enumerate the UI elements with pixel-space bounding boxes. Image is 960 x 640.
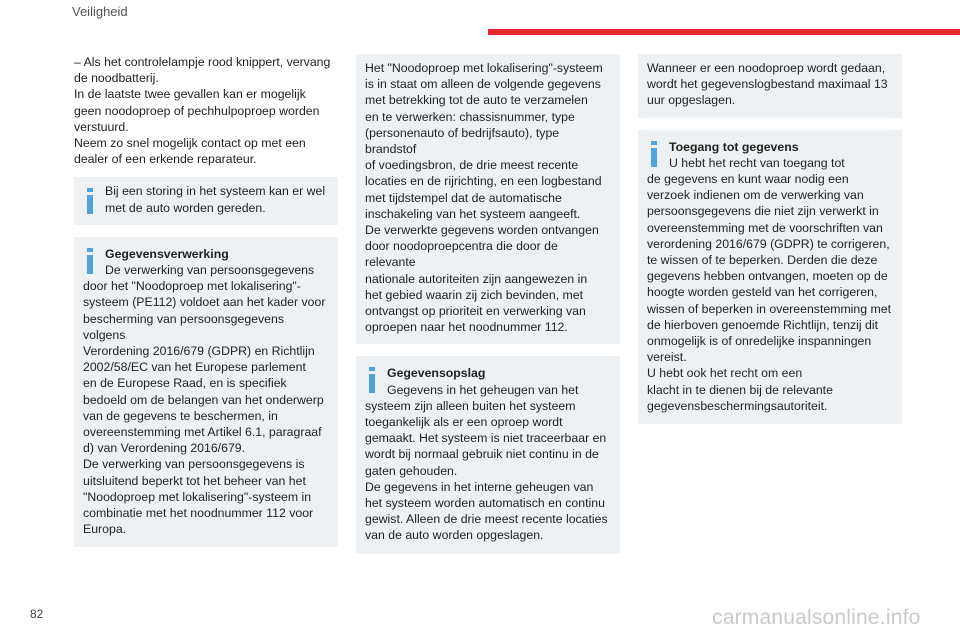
text-line: Het "Noodoproep met lokalisering"-systeem [365, 61, 603, 75]
text-line: gegevensbeschermingsautoriteit. [647, 398, 828, 413]
text-line: oproepen naar het noodnummer 112. [365, 320, 568, 335]
text-line: gegevens hebben ontvangen, moeten op de [647, 269, 888, 284]
text-line: het gebied waarin zij zich bevinden, met [365, 287, 584, 302]
text-line: de noodbatterij. [74, 71, 159, 86]
text-line: de hierboven genoemde Richtlijn, tenzij dit [647, 317, 879, 332]
text-line: door het "Noodoproep met lokalisering"- [83, 279, 301, 294]
text-line: gaten gehouden. [365, 463, 458, 478]
info-note-text [83, 183, 329, 215]
text-line: klacht in te dienen bij de relevante [647, 382, 833, 397]
header-accent-bar [488, 29, 960, 35]
text-line: vereist. [647, 350, 687, 365]
text-line: U hebt ook het recht om een [647, 366, 803, 381]
box-title: Toegang tot gegevens [669, 139, 799, 154]
info-note-box [74, 177, 338, 224]
box-title: Gegevensverwerking [105, 246, 229, 261]
watermark: carmanualsonline.info [712, 606, 921, 629]
data-storage-box [356, 356, 620, 553]
text-line: persoonsgegevens die niet zijn verwerkt in [647, 204, 879, 219]
text-line: of voedingsbron, de drie meest recente [365, 158, 579, 173]
text-line: het systeem worden automatisch en continu [365, 496, 605, 511]
box-title: Gegevensopslag [387, 366, 486, 381]
info-icon [369, 367, 375, 393]
text-line: verzoek indienen om de verwerking van [647, 188, 864, 203]
text-line: met de auto worden gereden. [105, 200, 266, 215]
data-processing-box [74, 237, 338, 548]
text-line: met tijdstempel dat de automatische [365, 190, 562, 205]
column-3 [638, 54, 902, 436]
text-line: In de laatste twee gevallen kan er mogelijk [74, 87, 306, 102]
text-line: Verordening 2016/679 (GDPR) en Richtlijn [83, 344, 315, 359]
text-line: De gegevens in het interne geheugen van [365, 479, 594, 494]
text-line: is in staat om alleen de volgende gegevens [365, 77, 601, 92]
text-line: van de auto worden opgeslagen. [365, 528, 544, 543]
text-line: nationale autoriteiten zijn aangewezen in [365, 271, 588, 286]
text-line: De verwerking van persoonsgegevens is [83, 457, 305, 472]
text-line: gemaakt. Het systeem is niet traceerbaar en [365, 431, 607, 446]
box-body [365, 60, 611, 335]
text-line: systeem zijn alleen buiten het systeem [365, 398, 576, 413]
text-line: inschakeling van het systeem aangeeft. [365, 206, 581, 221]
text-line: (personenauto of bedrijfsauto), type brandstof [365, 125, 560, 157]
text-line: de gegevens en kunt waar nodig een [647, 172, 849, 187]
box-first-line: Gegevens in het geheugen van het [387, 382, 579, 397]
text-line: te wissen of te beperken. Derden die deze [647, 253, 878, 268]
text-line: "Noodoproep met lokalisering"-systeem in [83, 489, 312, 504]
text-line: wordt het gegevenslogbestand maximaal 13 [647, 77, 888, 92]
box-body [365, 398, 611, 544]
info-icon [651, 141, 657, 167]
text-line: verstuurd. [74, 119, 129, 134]
text-line: van de gegevens te beschermen, in [83, 408, 278, 423]
box-body [83, 278, 329, 537]
info-icon [87, 248, 93, 274]
column-2 [356, 54, 620, 566]
text-line: en de Europese Raad, en is specifiek [83, 376, 287, 391]
text-line: Neem zo snel mogelijk contact op met een [74, 136, 306, 151]
text-line: locaties en de rijrichting, en een logbestand [365, 174, 602, 189]
text-line: Bij een storing in het systeem kan er wel [105, 184, 326, 199]
text-line: verordening 2016/679 (GDPR) te corrigeren, [647, 236, 890, 251]
text-line: overeenstemming met de voorschriften van [647, 220, 883, 235]
text-line: uitsluitend beperkt tot het beheer van het [83, 473, 306, 488]
info-icon [87, 188, 93, 214]
box-body [647, 171, 893, 414]
intro-paragraph [74, 54, 338, 167]
column-1 [74, 54, 338, 559]
text-line: dealer of een erkende reparateur. [74, 152, 257, 167]
text-line: Europa. [83, 522, 127, 537]
text-line: Wanneer er een noodoproep wordt gedaan, [647, 61, 886, 75]
text-line: De verwerkte gegevens worden ontvangen [365, 223, 599, 238]
text-line: combinatie met het noodnummer 112 voor [83, 506, 314, 521]
text-line: 2002/58/EC van het Europese parlement [83, 360, 306, 375]
text-line: toegankelijk als er een oproep wordt [365, 415, 563, 430]
text-line: wordt bij normaal gebruik niet continu in de [365, 447, 599, 462]
text-line: door noodoproepcentra die door de relevante [365, 239, 558, 270]
box-body [647, 60, 893, 109]
box-first-line: De verwerking van persoonsgegevens [105, 263, 315, 278]
text-line: geen noodoproep of pechhulpoproep worden [74, 103, 320, 118]
header-title: Veiligheid [72, 4, 128, 19]
collected-data-box [356, 54, 620, 344]
data-access-box [638, 130, 902, 424]
text-line: hoogte worden gesteld van het corrigeren, [647, 285, 878, 300]
text-line: overeenstemming met Artikel 6.1, paragraaf [83, 425, 322, 440]
text-line: bedoeld om de belangen van het onderwerp [83, 392, 324, 407]
text-line: onmogelijk is of onredelijke inspanningen [647, 334, 872, 349]
text-line: en te verwerken: chassisnummer, type [365, 109, 575, 124]
text-line: ontvangst op prioriteit en verwerking van [365, 304, 586, 319]
log-retention-box [638, 54, 902, 118]
text-line: uur opgeslagen. [647, 93, 736, 108]
text-line: – Als het controlelampje rood knippert, vervang [74, 55, 331, 69]
text-line: bescherming van persoonsgegevens volgens [83, 311, 284, 342]
text-line: d) van Verordening 2016/679. [83, 441, 246, 456]
text-line: systeem (PE112) voldoet aan het kader voor [83, 295, 326, 310]
text-line: gewist. Alleen de drie meest recente locaties [365, 512, 608, 527]
text-line: met betrekking tot de auto te verzamelen [365, 93, 588, 108]
text-line: wissen of beperken in overeenstemming met [647, 301, 892, 316]
page-number: 82 [30, 607, 44, 621]
box-first-line: U hebt het recht van toegang tot [669, 155, 845, 170]
